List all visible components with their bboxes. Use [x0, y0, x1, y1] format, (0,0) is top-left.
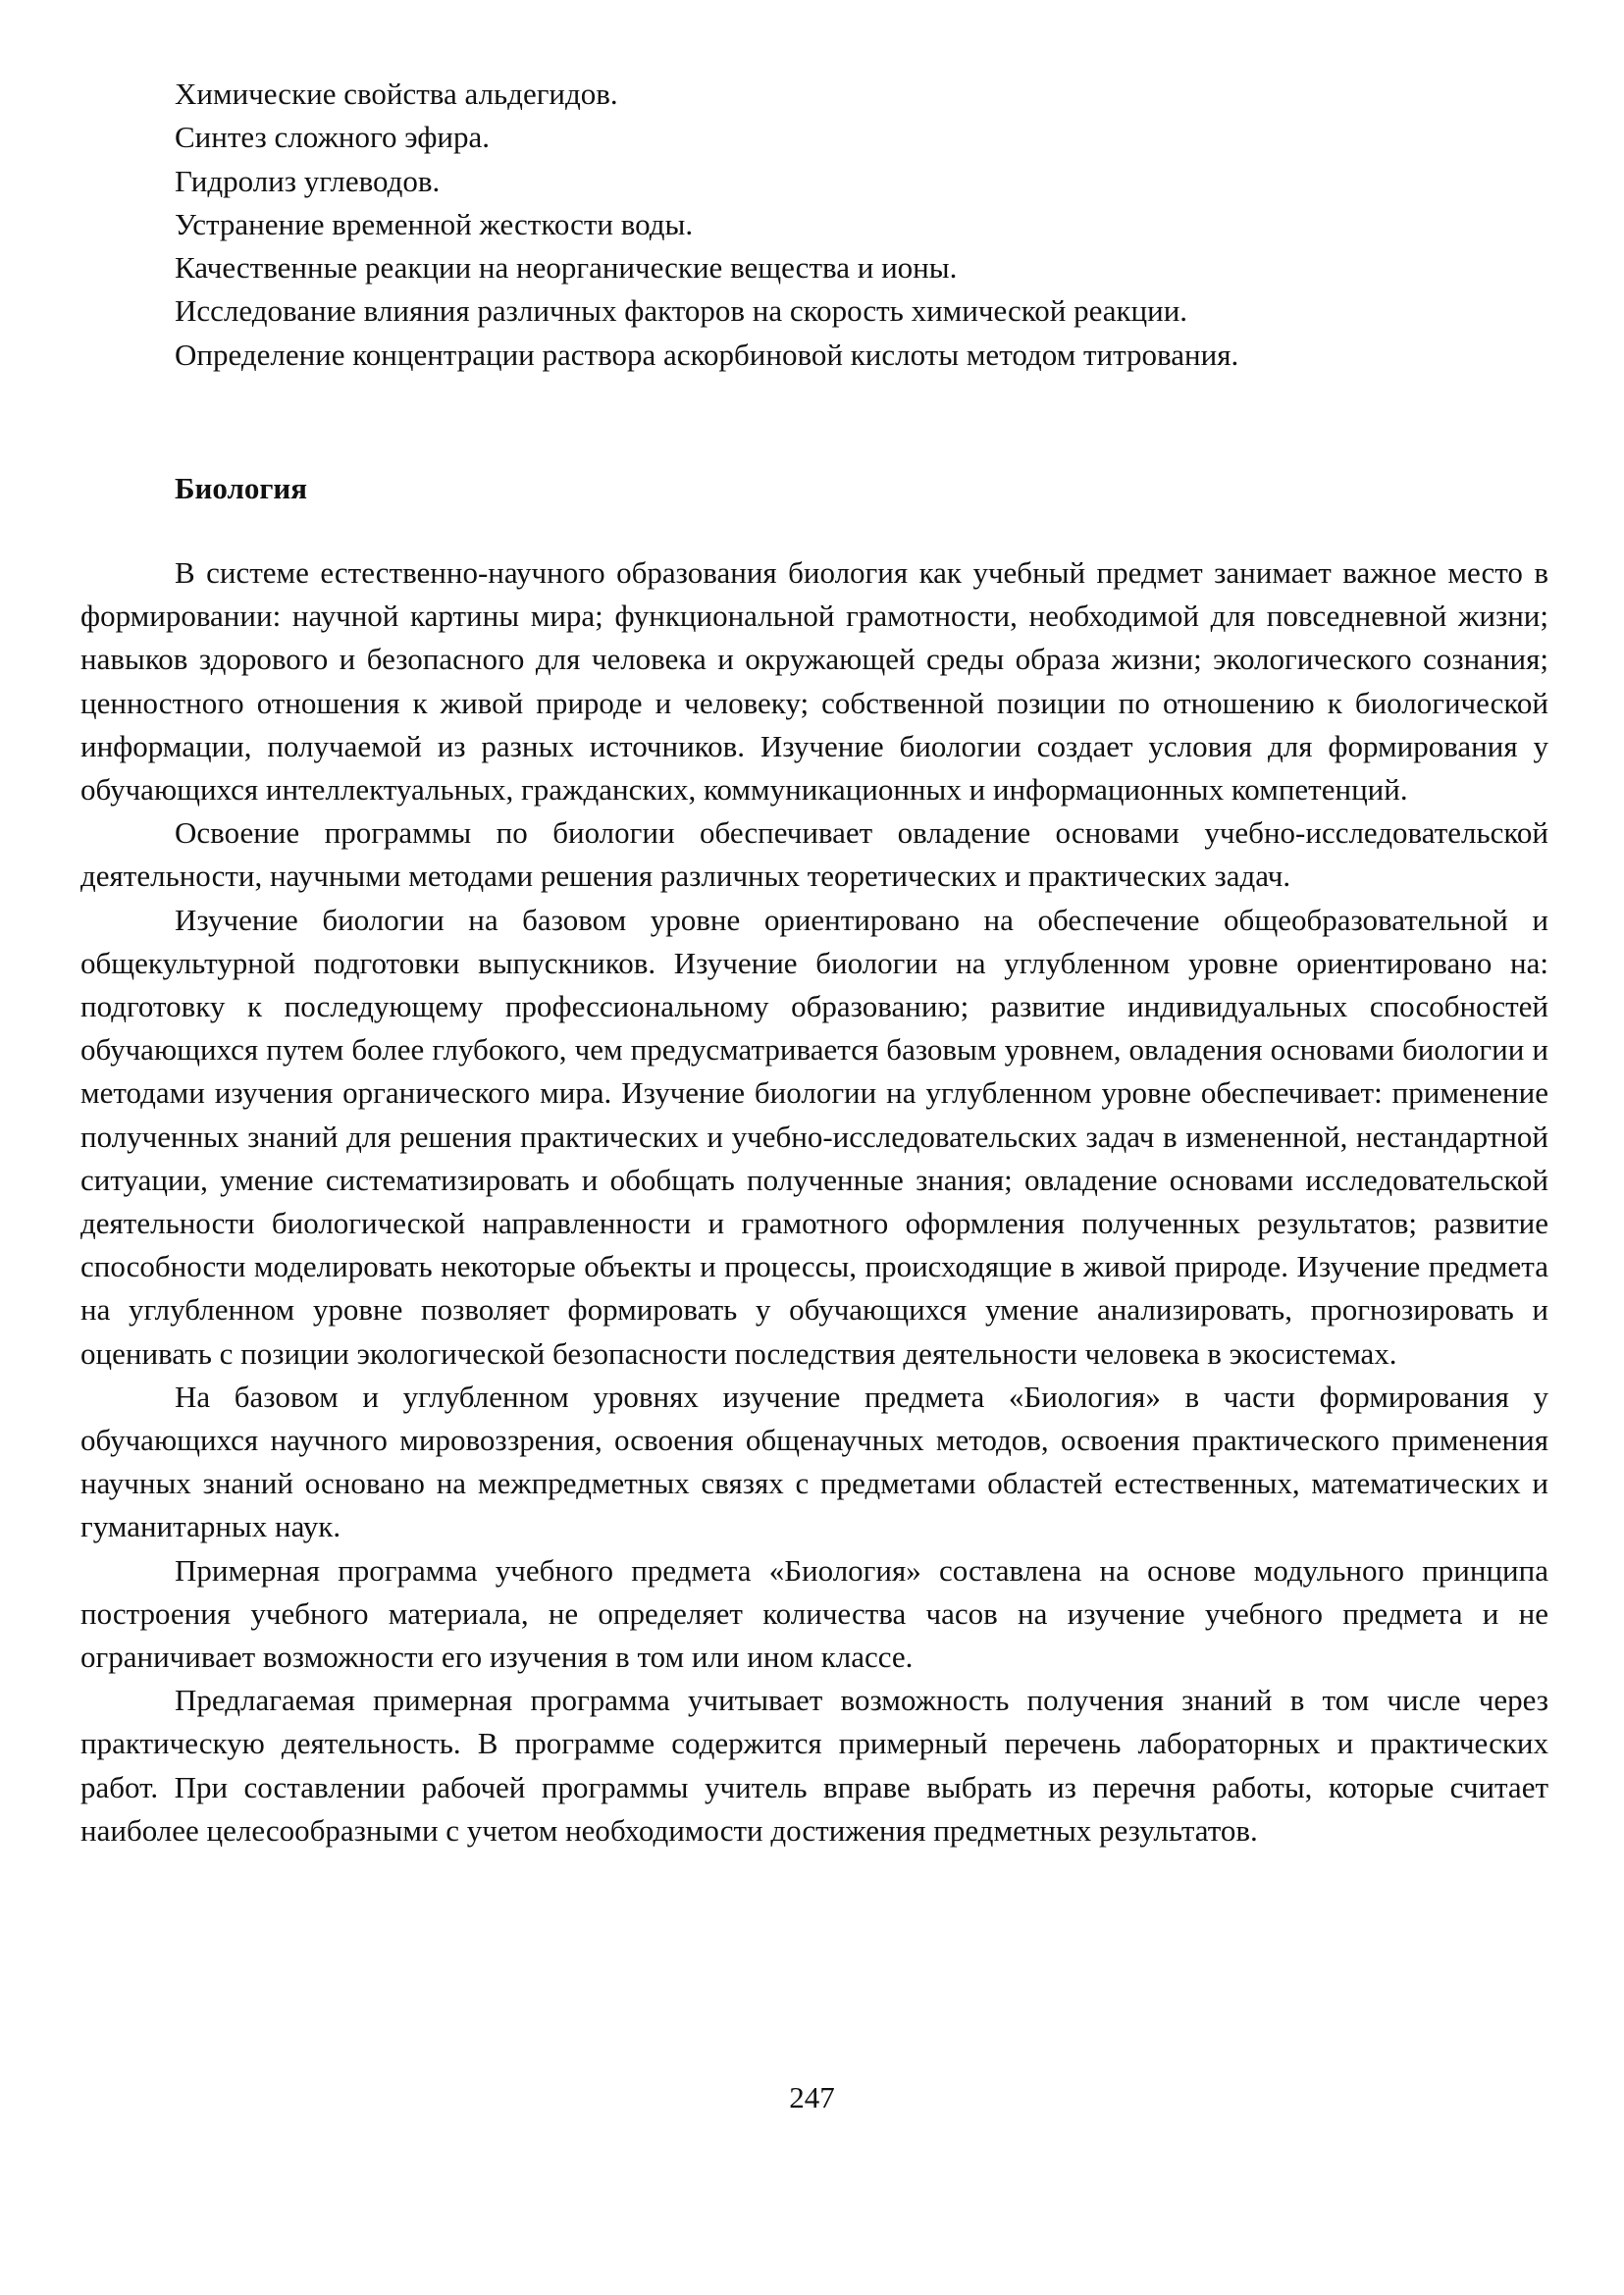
paragraph: Освоение программы по биологии обеспечивает овладение основами учебно-исследовательской деятельности, научными методами решения различных теоретических и практических задач.: [80, 815, 1548, 894]
lab-work-list: [175, 73, 1238, 377]
list-item: Качественные реакции на неорганические вещества и ионы.: [175, 250, 958, 286]
list-item: Исследование влияния различных факторов на скорость химической реакции.: [175, 293, 1188, 329]
list-item: Гидролиз углеводов.: [175, 163, 441, 198]
list-item: Химические свойства альдегидов.: [175, 77, 618, 111]
paragraph: В системе естественно-научного образования биология как учебный предмет занимает важное место в формировании: научной картины мира; функциональной грамотности, необходимой для повседневной жизни; навыков здорового и безопасного для человека и окружающей среды образа жизни; экологического сознания; ценностного отношения к живой природе и человеку; собственной позиции по отношению к биологической информации, получаемой из разных источников. Изучение биологии создает условия для формирования у обучающихся интеллектуальных, гражданских, коммуникационных и информационных компетенций.: [80, 555, 1548, 808]
page-number: 247: [789, 2080, 835, 2114]
list-item: Определение концентрации раствора аскорбиновой кислоты методом титрования.: [175, 337, 1239, 372]
paragraph: На базовом и углубленном уровнях изучение предмета «Биология» в части формирования у обучающихся научного мировоззрения, освоения общенаучных методов, освоения практического применения научных знаний основано на межпредметных связях с предметами областей естественных, математических и гуманитарных наук.: [80, 1379, 1548, 1544]
list-item: Устранение временной жесткости воды.: [175, 206, 694, 241]
section-body: [80, 551, 1548, 1852]
section-heading: Биология: [175, 471, 308, 505]
list-item: Синтез сложного эфира.: [175, 120, 491, 155]
paragraph: Примерная программа учебного предмета «Биология» составлена на основе модульного принципа построения учебного материала, не определяет количества часов на изучение учебного предмета и не ограничивает возможности его изучения в том или ином классе.: [80, 1552, 1548, 1675]
paragraph: Предлагаемая примерная программа учитывает возможность получения знаний в том числе через практическую деятельность. В программе содержится примерный перечень лабораторных и практических работ. При составлении рабочей программы учитель вправе выбрать из перечня работы, которые считает наиболее целесообразными с учетом необходимости достижения предметных результатов.: [80, 1683, 1548, 1848]
paragraph: Изучение биологии на базовом уровне ориентировано на обеспечение общеобразовательной и общекультурной подготовки выпускников. Изучение биологии на углубленном уровне ориентировано на: подготовку к последующему профессиональному образованию; развитие индивидуальных способностей обучающихся путем более глубокого, чем предусматривается базовым уровнем, овладения основами биологии и методами изучения органического мира. Изучение биологии на углубленном уровне обеспечивает: применение полученных знаний для решения практических и учебно-исследовательских задач в измененной, нестандартной ситуации, умение систематизировать и обобщать полученные знания; овладение основами исследовательской деятельности биологической направленности и грамотного оформления полученных результатов; развитие способности моделировать некоторые объекты и процессы, происходящие в живой природе. Изучение предмета на углубленном уровне позволяет формировать у обучающихся умение анализировать, прогнозировать и оценивать с позиции экологической безопасности последствия деятельности человека в экосистемах.: [80, 902, 1548, 1371]
